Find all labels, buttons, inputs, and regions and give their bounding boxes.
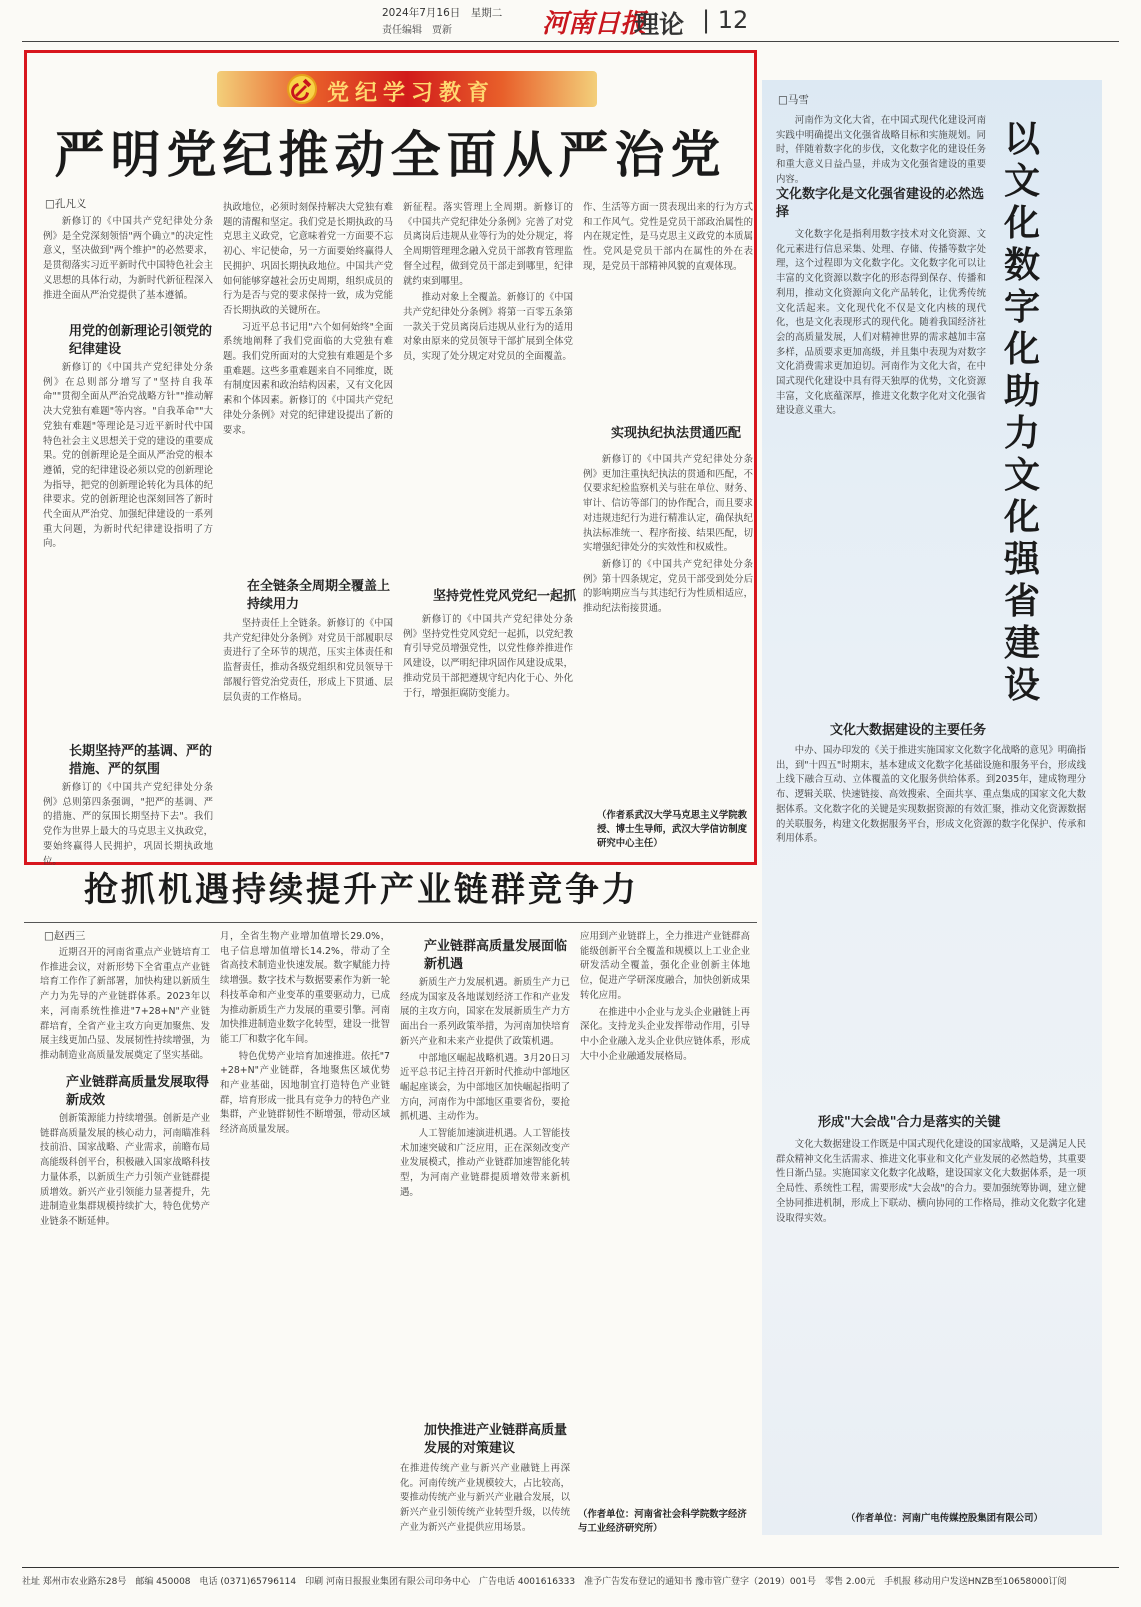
feature-col1-body: [43, 361, 213, 736]
industry-subhead-1: 产业链群高质量发展取得新成效: [66, 1075, 210, 1108]
feature-headline: 严明党纪推动全面从严治党: [54, 125, 727, 184]
feature-col1-tail: [43, 781, 213, 867]
headline-char: 助: [1003, 370, 1040, 412]
paragraph: 新修订的《中国共产党纪律处分条例》总则第四条强调，"把严的基调、严的措施、严的氛围长期坚持下去"。我们党作为世界上最大的马克思主义执政党，要始终赢得人民拥护，巩固长期执政地位。: [43, 782, 213, 867]
industry-author-note: （作者单位：河南省社会科学院数字经济与工业经济研究所）: [578, 1509, 747, 1534]
issue-date: 2024年7月16日 星期二: [382, 7, 503, 19]
industry-col1-body: [40, 1112, 210, 1522]
paragraph: 新质生产力发展机遇。新质生产力已经成为国家及各地谋划经济工作和产业发展的主攻方向，国家在发展新质生产力方面出台一系列政策举措，为河南加快培育新兴产业和未来产业提供了政策机遇。: [400, 977, 570, 1047]
culture-byline: □马雪: [778, 94, 809, 106]
paragraph: 坚持责任上全链条。新修订的《中国共产党纪律处分条例》对党员干部履职尽责进行了全环节的规范，压实主体责任和监督责任，推动各级党组织和党员领导干部履行管党治党责任，形成上下贯通、层层负责的工作格局。: [223, 618, 393, 703]
headline-char: 强: [1003, 538, 1040, 580]
headline-char: 数: [1003, 244, 1040, 286]
page-footer: 社址 郑州市农业路东28号 邮编 450008 电话 (0371)65796114 印刷 河南日报报业集团有限公司印务中心 广告电话 4001616333 准予广告发布登记的通知书 豫市管广登字（2019）001号 零售 2.00元 手机报 移动用户发送HNZB至10658000订阅: [22, 1567, 1119, 1591]
feature-subhead-2: 长期坚持严的基调、严的措施、严的氛围: [69, 744, 213, 777]
paragraph: 新征程。落实管理上全周期。新修订的《中国共产党纪律处分条例》完善了对党员离岗后违规从业等行为的处分规定，将全周期管理理念融入党员干部教育管理监督全过程，做到党员干部走到哪里，纪律就约束到哪里。: [403, 202, 573, 287]
culture-subhead-2: 文化大数据建设的主要任务: [830, 723, 987, 738]
feature-author-note: （作者系武汉大学马克思主义学院教授、博士生导师，武汉大学信访制度研究中心主任）: [597, 810, 748, 849]
feature-subhead-3: 在全链条全周期全覆盖上持续用力: [247, 579, 391, 612]
paragraph: 习近平总书记用"六个如何始终"全面系统地阐释了我们党面临的大党独有难题。我们党所面对的大党独有难题是个多重难题。这些多重难题来自不同维度，既有制度因素和政治结构因素，又有文化因素和个体因素。新修订的《中国共产党纪律处分条例》对党的纪律建设提出了新的要求。: [223, 321, 393, 436]
paragraph: 在推进中小企业与龙头企业融链上再深化。支持龙头企业发挥带动作用，引导中小企业融入龙头企业供应链体系，形成大中小企业融通发展格局。: [580, 1006, 750, 1062]
page-number: | 12: [702, 6, 749, 34]
feature-col3-bottom: [403, 613, 573, 863]
feature-subhead-4: 坚持党性党风党纪一起抓: [433, 589, 577, 604]
industry-subhead-3: 加快推进产业链群高质量发展的对策建议: [424, 1423, 568, 1456]
party-emblem-icon: [287, 74, 317, 104]
paragraph: 文化大数据建设工作既是中国式现代化建设的国家战略，又是满足人民群众精神文化生活需求、推进文化事业和文化产业发展的必然趋势，其重要性日渐凸显。实施国家文化数字化战略，建设国家文化大数据体系，是一项全局性、系统性工程，需要形成"大会战"的合力。要加强统筹协调，建立健全协同推进机制，形成上下联动、横向协同的工作格局，推动文化数字化建设取得实效。: [776, 1139, 1086, 1224]
headline-char: 文: [1003, 454, 1040, 496]
paragraph: 执政地位，必须时刻保持解决大党独有难题的清醒和坚定。我们党是长期执政的马克思主义政党，它意味着党一方面要不忘初心、牢记使命，另一方面要始终赢得人民拥护、巩固长期执政地位。中国共产党如何能够穿越社会历史周期，组织成员的行为是否与党的要求保持一致，成为党能否长期执政的关键所在。: [223, 202, 393, 316]
paragraph: 新修订的《中国共产党纪律处分条例》在总则部分增写了"坚持自我革命""贯彻全面从严治党战略方针""推动解决大党独有难题"等内容。"自我革命""大党独有难题"等理论是习近平新时代中国特色社会主义思想关于党的建设的重要成果。党的创新理论是全面从严治党的根本遵循，党的纪律建设必须以党的创新理论为指导，把党的创新理论转化为具体的纪律要求。党的创新理论也深刻回答了新时代全面从严治党、加强纪律建设的一系列重大问题，为新时代纪律建设指明了方向。: [43, 362, 213, 550]
paragraph: 新修订的《中国共产党纪律处分条例》更加注重执纪执法的贯通和匹配，不仅要求纪检监察机关与驻在单位、财务、审计、信访等部门的协作配合，而且要求对违规违纪行为进行精准认定，确保执纪执法标准统一、程序衔接、结果匹配，切实增强纪律处分的实效性和权威性。: [583, 454, 753, 554]
paragraph: 人工智能加速演进机遇。人工智能技术加速突破和广泛应用，正在深刻改变产业发展模式，推动产业链群加速智能化转型，为河南产业链群提质增效带来新机遇。: [400, 1128, 570, 1198]
culture-subhead-1: 文化数字化是文化强省建设的必然选择: [776, 187, 985, 220]
paragraph: 应用到产业链群上，全力推进产业链群高能级创新平台全覆盖和规模以上工业企业研发活动全覆盖，强化企业创新主体地位，促进产学研深度融合，加快创新成果转化应用。: [580, 931, 750, 1001]
paragraph: 近期召开的河南省重点产业链培育工作推进会议，对新形势下全省重点产业链培育工作作了新部署，加快构建以新质生产力为先导的产业链群体系。2023年以来，河南系统性推进"7+28+N"产业链群培育，全省产业主攻方向更加聚焦、发展主线更加凸显、发展韧性持续增强，为推动制造业高质量发展奠定了坚实基础。: [40, 947, 210, 1061]
industry-col4: [580, 930, 750, 1505]
banner-title: 党纪学习教育: [327, 81, 496, 106]
paragraph: 特色优势产业培育加速推进。依托"7+28+N"产业链群，各地聚焦区域优势和产业基础，因地制宜打造特色产业链群，培育形成一批具有竞争力的特色产业集群，产业链群韧性不断增强，带动区域经济高质量发展。: [220, 1050, 390, 1136]
culture-vertical-headline: [1000, 118, 1044, 706]
paragraph: 河南作为文化大省，在中国式现代化建设河南实践中明确提出文化强省战略目标和实施规划。同时，伴随着数字化的步伐，文化数字化的建设任务和重大意义日益凸显，并成为文化强省建设的重要内容。: [776, 115, 986, 185]
paragraph: 新修订的《中国共产党纪律处分条例》坚持党性党风党纪一起抓，以党纪教育引导党员增强党性，以党性修养推进作风建设，以严明纪律巩固作风建设成果，推动党员干部把遵规守纪内化于心、外化于行，增强拒腐防变能力。: [403, 614, 573, 699]
feature-article-box: [24, 50, 757, 865]
headline-char: 化: [1003, 496, 1040, 538]
feature-col2-top: [223, 201, 393, 586]
culture-body-1: [776, 228, 986, 698]
industry-col3-tail: [400, 1462, 570, 1533]
paragraph: 在推进传统产业与新兴产业融链上再深化。河南传统产业规模较大，占比较高，要推动传统产业与新兴产业融合发展，以新兴产业引领传统产业转型升级，以传统产业为新兴产业提供应用场景。: [400, 1463, 570, 1533]
industry-col1-intro: [40, 946, 210, 1066]
section-name: 理论: [634, 10, 685, 39]
paragraph: 文化数字化是指利用数字技术对文化资源、文化元素进行信息采集、处理、存储、传播等数字处理，这个过程即为文化数字化。文化数字化可以让丰富的文化资源以数字化的形态得到保存、传播和利用，推动文化资源向文化产品转化，让优秀传统文化活起来。文化现代化不仅是文化内核的现代化，也是文化表现形式的现代化。随着我国经济社会的高质量发展，人们对精神世界的需求越加丰富多样，品质要求更加高级，并且集中表现为对数字文化消费需求更加迫切。河南作为文化大省，在中国式现代化建设中具有得天独厚的优势，文化资源丰富，文化底蕴深厚，推进文化数字化对文化强省建设意义重大。: [776, 229, 986, 417]
feature-subhead-1: 用党的创新理论引领党的纪律建设: [69, 324, 213, 357]
headline-char: 设: [1003, 664, 1040, 706]
paragraph: 中部地区崛起战略机遇。3月20日习近平总书记主持召开新时代推动中部地区崛起座谈会，为中部地区加快崛起指明了方向，河南作为中部地区重要省份，要抢抓机遇、主动作为。: [400, 1052, 570, 1123]
headline-char: 文: [1003, 160, 1040, 202]
headline-char: 字: [1003, 286, 1040, 328]
paragraph: 新修订的《中国共产党纪律处分条例》第十四条规定，党员干部受到处分后的影响期应当与其违纪行为性质相适应，推动纪法衔接贯通。: [583, 558, 753, 615]
paragraph: 推动对象上全覆盖。新修订的《中国共产党纪律处分条例》将第一百零五条第一款关于党员离岗后违规从业行为的适用对象由原来的党员领导干部扩展到全体党员，实现了处分规定对党员的全面覆盖。: [403, 292, 573, 363]
paragraph: 月，全省生物产业增加值增长29.0%，电子信息增加值增长14.2%，带动了全省高技术制造业快速发展。数字赋能力持续增强。数字技术与数据要素作为新一轮科技革命和产业变革的重要驱动力，已成为推动新质生产力发展的重要引擎。河南加快推进制造业数字化转型，建设一批智能工厂和数字化车间。: [220, 931, 390, 1045]
headline-char: 化: [1003, 328, 1040, 370]
headline-char: 以: [1003, 118, 1040, 160]
feature-byline: □孔凡义: [45, 198, 87, 210]
divider: [24, 922, 757, 923]
responsible-editor: 责任编辑 贾新: [382, 25, 452, 36]
feature-col3-top: [403, 201, 573, 586]
section-banner: [217, 71, 597, 107]
headline-char: 力: [1003, 412, 1040, 454]
culture-body-3: [776, 1138, 1086, 1508]
feature-col1-intro: [43, 215, 213, 305]
feature-col4-body: [583, 453, 753, 803]
culture-subhead-3: 形成"大会战"合力是落实的关键: [818, 1115, 1001, 1130]
culture-lead: [776, 114, 986, 185]
paragraph: 中办、国办印发的《关于推进实施国家文化数字化战略的意见》明确指出，到"十四五"时期末，基本建成文化数字化基础设施和服务平台，形成线上线下融合互动、立体覆盖的文化服务供给体系。到2035年，建成物理分布、逻辑关联、快速链接、高效搜索、全面共享、重点集成的国家文化大数据体系。文化数字化的关键是实现数据资源的有效汇聚，推动文化资源数据的关联服务，构建文化数据服务平台，形成文化资源的数字化保护、传承和利用体系。: [776, 745, 1086, 845]
culture-author-note: （作者单位：河南广电传媒控股集团有限公司）: [846, 1513, 1043, 1524]
masthead: [22, 0, 1119, 42]
culture-body-2: [776, 744, 1086, 1099]
industry-col3-body: [400, 976, 570, 1411]
feature-subhead-5: 实现执纪执法贯通匹配: [611, 426, 742, 441]
industry-subhead-2: 产业链群高质量发展面临新机遇: [424, 939, 568, 972]
paragraph: 作、生活等方面一贯表现出来的行为方式和工作风气。党性是党员干部政治属性的内在规定性，是马克思主义政党的本质属性。党风是党员干部内在属性的外在表现，是党员干部精神风貌的直观体现。: [583, 202, 753, 272]
newspaper-logo: 河南日报: [542, 9, 647, 39]
hammer-sickle-icon: [289, 76, 315, 102]
industry-byline: □赵西三: [44, 930, 86, 942]
paragraph: 创新策源能力持续增强。创新是产业链群高质量发展的核心动力，河南瞄准科技前沿、国家战略、产业需求，前瞻布局高能级科创平台，积极融入国家战略科技力量体系，以新质生产力引领产业链群提质增效。新兴产业引领能力显著提升，先进制造业集群规模持续扩大，特色优势产业链条不断延伸。: [40, 1113, 210, 1227]
industry-headline: 抢抓机遇持续提升产业链群竞争力: [84, 870, 639, 910]
headline-char: 化: [1003, 202, 1040, 244]
headline-char: 建: [1003, 622, 1040, 664]
feature-col4-top: [583, 201, 753, 406]
headline-char: 省: [1003, 580, 1040, 622]
feature-col2-bottom: [223, 617, 393, 862]
paragraph: 新修订的《中国共产党纪律处分条例》是全党深刻领悟"两个确立"的决定性意义，坚决做到"两个维护"的必然要求，是贯彻落实习近平新时代中国特色社会主义思想的具体行动，为新时代新征程深入推进全面从严治党提供了基本遵循。: [43, 216, 213, 301]
industry-col2: [220, 930, 390, 1525]
